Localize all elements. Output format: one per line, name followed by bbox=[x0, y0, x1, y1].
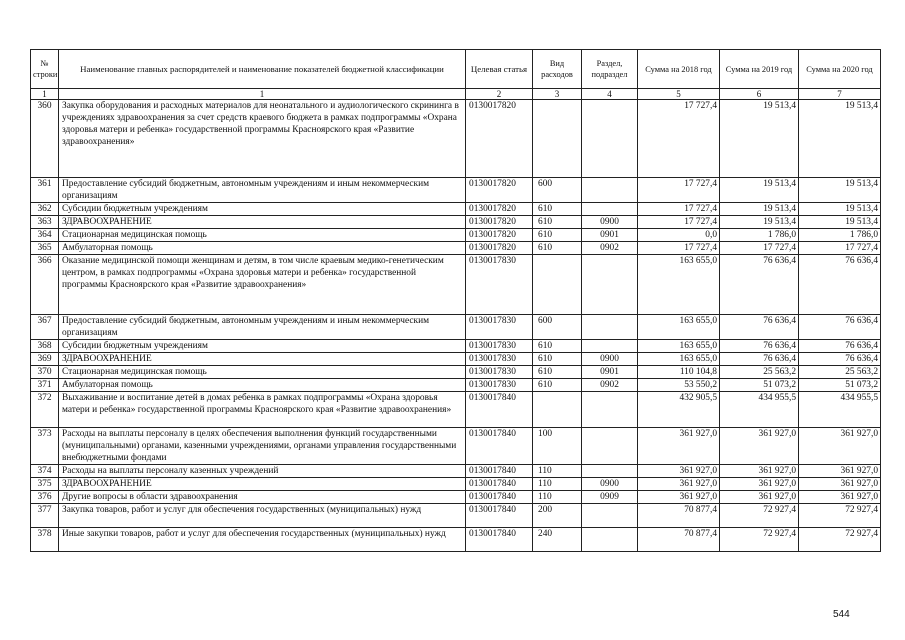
row-section bbox=[582, 392, 638, 428]
row-target-code: 0130017830 bbox=[466, 315, 533, 340]
row-sum-2020: 76 636,4 bbox=[799, 340, 881, 353]
row-section bbox=[582, 203, 638, 216]
row-sum-2020: 1 786,0 bbox=[799, 229, 881, 242]
row-target-code: 0130017830 bbox=[466, 340, 533, 353]
column-number: 3 bbox=[533, 89, 582, 100]
row-number: 378 bbox=[31, 528, 59, 552]
column-number: 2 bbox=[466, 89, 533, 100]
header-sum-2019: Сумма на 2019 год bbox=[720, 50, 799, 89]
table-row bbox=[31, 465, 881, 478]
row-number: 371 bbox=[31, 379, 59, 392]
table-row bbox=[31, 392, 881, 428]
row-target-code: 0130017820 bbox=[466, 229, 533, 242]
row-name: Амбулаторная помощь bbox=[59, 242, 466, 255]
row-target-code: 0130017840 bbox=[466, 465, 533, 478]
row-sum-2020: 19 513,4 bbox=[799, 100, 881, 178]
row-name: ЗДРАВООХРАНЕНИЕ bbox=[59, 353, 466, 366]
row-expense-type: 610 bbox=[533, 203, 582, 216]
row-section: 0901 bbox=[582, 229, 638, 242]
row-expense-type bbox=[533, 100, 582, 178]
row-expense-type: 110 bbox=[533, 491, 582, 504]
row-target-code: 0130017840 bbox=[466, 491, 533, 504]
row-name: Субсидии бюджетным учреждениям bbox=[59, 340, 466, 353]
table-header-row bbox=[31, 50, 881, 89]
row-name: ЗДРАВООХРАНЕНИЕ bbox=[59, 478, 466, 491]
row-name: Оказание медицинской помощи женщинам и детям, в том числе краевым медико-генетическим центром, в рамках подпрограммы «Охрана здоровья матери и ребенка» государственной программы Красноярского края «Развитие здравоохранения» bbox=[59, 255, 466, 315]
row-sum-2020: 361 927,0 bbox=[799, 491, 881, 504]
row-sum-2019: 361 927,0 bbox=[720, 478, 799, 491]
header-target-code: Целевая статья bbox=[466, 50, 533, 89]
row-target-code: 0130017840 bbox=[466, 428, 533, 465]
row-section: 0900 bbox=[582, 478, 638, 491]
row-sum-2020: 361 927,0 bbox=[799, 478, 881, 491]
row-expense-type: 610 bbox=[533, 216, 582, 229]
row-expense-type: 240 bbox=[533, 528, 582, 552]
row-number: 377 bbox=[31, 504, 59, 528]
table-row bbox=[31, 504, 881, 528]
row-sum-2018: 17 727,4 bbox=[638, 242, 720, 255]
table-row bbox=[31, 428, 881, 465]
row-sum-2019: 17 727,4 bbox=[720, 242, 799, 255]
row-sum-2018: 361 927,0 bbox=[638, 428, 720, 465]
row-sum-2019: 361 927,0 bbox=[720, 428, 799, 465]
row-target-code: 0130017830 bbox=[466, 366, 533, 379]
row-name: Закупка товаров, работ и услуг для обеспечения государственных (муниципальных) нужд bbox=[59, 504, 466, 528]
row-sum-2018: 361 927,0 bbox=[638, 491, 720, 504]
row-sum-2018: 17 727,4 bbox=[638, 178, 720, 203]
row-sum-2020: 361 927,0 bbox=[799, 428, 881, 465]
row-section: 0900 bbox=[582, 353, 638, 366]
row-target-code: 0130017840 bbox=[466, 504, 533, 528]
column-number: 5 bbox=[638, 89, 720, 100]
row-target-code: 0130017830 bbox=[466, 353, 533, 366]
row-sum-2020: 76 636,4 bbox=[799, 255, 881, 315]
row-sum-2020: 72 927,4 bbox=[799, 528, 881, 552]
row-number: 368 bbox=[31, 340, 59, 353]
row-sum-2018: 17 727,4 bbox=[638, 100, 720, 178]
row-number: 364 bbox=[31, 229, 59, 242]
row-name: Иные закупки товаров, работ и услуг для обеспечения государственных (муниципальных) нужд bbox=[59, 528, 466, 552]
row-sum-2018: 163 655,0 bbox=[638, 315, 720, 340]
row-name: Другие вопросы в области здравоохранения bbox=[59, 491, 466, 504]
header-section: Раздел, подраздел bbox=[582, 50, 638, 89]
row-section bbox=[582, 315, 638, 340]
row-section bbox=[582, 528, 638, 552]
row-sum-2018: 0,0 bbox=[638, 229, 720, 242]
row-section: 0900 bbox=[582, 216, 638, 229]
row-sum-2019: 361 927,0 bbox=[720, 465, 799, 478]
row-sum-2020: 19 513,4 bbox=[799, 216, 881, 229]
row-sum-2019: 434 955,5 bbox=[720, 392, 799, 428]
row-name: Стационарная медицинская помощь bbox=[59, 229, 466, 242]
row-number: 376 bbox=[31, 491, 59, 504]
row-sum-2018: 70 877,4 bbox=[638, 528, 720, 552]
row-sum-2019: 19 513,4 bbox=[720, 216, 799, 229]
row-number: 366 bbox=[31, 255, 59, 315]
row-name: Субсидии бюджетным учреждениям bbox=[59, 203, 466, 216]
row-sum-2019: 25 563,2 bbox=[720, 366, 799, 379]
row-name: ЗДРАВООХРАНЕНИЕ bbox=[59, 216, 466, 229]
table-row bbox=[31, 178, 881, 203]
row-sum-2018: 110 104,8 bbox=[638, 366, 720, 379]
table-row bbox=[31, 366, 881, 379]
column-number: 1 bbox=[59, 89, 466, 100]
row-section: 0902 bbox=[582, 242, 638, 255]
table-row bbox=[31, 100, 881, 178]
row-sum-2018: 53 550,2 bbox=[638, 379, 720, 392]
row-sum-2019: 76 636,4 bbox=[720, 340, 799, 353]
row-sum-2018: 163 655,0 bbox=[638, 340, 720, 353]
table-row bbox=[31, 478, 881, 491]
row-target-code: 0130017820 bbox=[466, 100, 533, 178]
row-number: 363 bbox=[31, 216, 59, 229]
column-number: 6 bbox=[720, 89, 799, 100]
row-sum-2020: 51 073,2 bbox=[799, 379, 881, 392]
row-sum-2018: 163 655,0 bbox=[638, 353, 720, 366]
row-sum-2019: 51 073,2 bbox=[720, 379, 799, 392]
row-sum-2019: 76 636,4 bbox=[720, 353, 799, 366]
row-name: Амбулаторная помощь bbox=[59, 379, 466, 392]
budget-table bbox=[30, 49, 881, 552]
row-sum-2020: 434 955,5 bbox=[799, 392, 881, 428]
row-expense-type: 110 bbox=[533, 478, 582, 491]
row-name: Расходы на выплаты персоналу казенных учреждений bbox=[59, 465, 466, 478]
row-sum-2019: 19 513,4 bbox=[720, 203, 799, 216]
row-number: 370 bbox=[31, 366, 59, 379]
row-number: 369 bbox=[31, 353, 59, 366]
row-sum-2020: 19 513,4 bbox=[799, 203, 881, 216]
table-row bbox=[31, 528, 881, 552]
row-target-code: 0130017840 bbox=[466, 478, 533, 491]
row-sum-2020: 19 513,4 bbox=[799, 178, 881, 203]
row-target-code: 0130017820 bbox=[466, 242, 533, 255]
row-sum-2019: 19 513,4 bbox=[720, 100, 799, 178]
column-number-row bbox=[31, 89, 881, 100]
row-section bbox=[582, 178, 638, 203]
row-expense-type: 610 bbox=[533, 366, 582, 379]
row-sum-2020: 17 727,4 bbox=[799, 242, 881, 255]
row-name: Стационарная медицинская помощь bbox=[59, 366, 466, 379]
row-expense-type: 610 bbox=[533, 229, 582, 242]
row-section: 0902 bbox=[582, 379, 638, 392]
row-sum-2019: 76 636,4 bbox=[720, 315, 799, 340]
row-name: Закупка оборудования и расходных материалов для неонатального и аудиологического скрининга в учреждениях здравоохранения за счет средств краевого бюджета в рамках подпрограммы «Охрана здоровья матери и ребенка» государственной программы Красноярского края «Развитие здравоохранения» bbox=[59, 100, 466, 178]
row-expense-type: 610 bbox=[533, 242, 582, 255]
row-sum-2018: 432 905,5 bbox=[638, 392, 720, 428]
row-expense-type: 610 bbox=[533, 340, 582, 353]
row-section: 0901 bbox=[582, 366, 638, 379]
row-section bbox=[582, 504, 638, 528]
table-row bbox=[31, 216, 881, 229]
row-number: 373 bbox=[31, 428, 59, 465]
row-section bbox=[582, 428, 638, 465]
table-row bbox=[31, 229, 881, 242]
row-sum-2019: 361 927,0 bbox=[720, 491, 799, 504]
row-sum-2020: 76 636,4 bbox=[799, 315, 881, 340]
page-number: 544 bbox=[833, 609, 850, 620]
row-target-code: 0130017830 bbox=[466, 379, 533, 392]
row-number: 374 bbox=[31, 465, 59, 478]
header-row-number: № строки bbox=[31, 50, 59, 89]
row-expense-type: 100 bbox=[533, 428, 582, 465]
row-sum-2018: 70 877,4 bbox=[638, 504, 720, 528]
row-name: Расходы на выплаты персоналу в целях обеспечения выполнения функций государственными (муниципальными) органами, казенными учреждениями, органами управления государственными внебюджетными фондами bbox=[59, 428, 466, 465]
row-section bbox=[582, 340, 638, 353]
column-number: 4 bbox=[582, 89, 638, 100]
row-sum-2019: 1 786,0 bbox=[720, 229, 799, 242]
row-expense-type: 200 bbox=[533, 504, 582, 528]
row-expense-type bbox=[533, 392, 582, 428]
table-row bbox=[31, 340, 881, 353]
row-number: 375 bbox=[31, 478, 59, 491]
table-row bbox=[31, 379, 881, 392]
header-name: Наименование главных распорядителей и наименование показателей бюджетной классификации bbox=[59, 50, 466, 89]
row-target-code: 0130017820 bbox=[466, 203, 533, 216]
table-row bbox=[31, 242, 881, 255]
row-sum-2019: 72 927,4 bbox=[720, 504, 799, 528]
table-row bbox=[31, 203, 881, 216]
row-expense-type: 600 bbox=[533, 315, 582, 340]
row-number: 372 bbox=[31, 392, 59, 428]
row-target-code: 0130017840 bbox=[466, 392, 533, 428]
row-number: 365 bbox=[31, 242, 59, 255]
row-expense-type bbox=[533, 255, 582, 315]
column-number: 1 bbox=[31, 89, 59, 100]
row-number: 367 bbox=[31, 315, 59, 340]
row-name: Предоставление субсидий бюджетным, автономным учреждениям и иным некоммерческим организациям bbox=[59, 178, 466, 203]
row-section bbox=[582, 100, 638, 178]
row-name: Выхаживание и воспитание детей в домах ребенка в рамках подпрограммы «Охрана здоровья матери и ребенка» государственной программы Красноярского края «Развитие здравоохранения» bbox=[59, 392, 466, 428]
header-expense-type: Вид расходов bbox=[533, 50, 582, 89]
row-expense-type: 610 bbox=[533, 379, 582, 392]
row-sum-2020: 25 563,2 bbox=[799, 366, 881, 379]
row-target-code: 0130017830 bbox=[466, 255, 533, 315]
row-target-code: 0130017820 bbox=[466, 178, 533, 203]
row-section bbox=[582, 255, 638, 315]
row-target-code: 0130017840 bbox=[466, 528, 533, 552]
table-row bbox=[31, 491, 881, 504]
row-sum-2020: 361 927,0 bbox=[799, 465, 881, 478]
table-row bbox=[31, 353, 881, 366]
header-sum-2018: Сумма на 2018 год bbox=[638, 50, 720, 89]
row-expense-type: 610 bbox=[533, 353, 582, 366]
row-sum-2020: 72 927,4 bbox=[799, 504, 881, 528]
row-sum-2019: 76 636,4 bbox=[720, 255, 799, 315]
header-sum-2020: Сумма на 2020 год bbox=[799, 50, 881, 89]
row-sum-2018: 361 927,0 bbox=[638, 465, 720, 478]
column-number: 7 bbox=[799, 89, 881, 100]
row-sum-2018: 17 727,4 bbox=[638, 203, 720, 216]
budget-table-sheet bbox=[30, 49, 880, 552]
row-sum-2020: 76 636,4 bbox=[799, 353, 881, 366]
row-number: 361 bbox=[31, 178, 59, 203]
row-sum-2018: 17 727,4 bbox=[638, 216, 720, 229]
table-row bbox=[31, 255, 881, 315]
row-sum-2018: 361 927,0 bbox=[638, 478, 720, 491]
row-expense-type: 110 bbox=[533, 465, 582, 478]
row-target-code: 0130017820 bbox=[466, 216, 533, 229]
row-number: 360 bbox=[31, 100, 59, 178]
row-number: 362 bbox=[31, 203, 59, 216]
row-expense-type: 600 bbox=[533, 178, 582, 203]
row-section: 0909 bbox=[582, 491, 638, 504]
row-name: Предоставление субсидий бюджетным, автономным учреждениям и иным некоммерческим организациям bbox=[59, 315, 466, 340]
row-sum-2019: 72 927,4 bbox=[720, 528, 799, 552]
row-section bbox=[582, 465, 638, 478]
row-sum-2018: 163 655,0 bbox=[638, 255, 720, 315]
row-sum-2019: 19 513,4 bbox=[720, 178, 799, 203]
table-row bbox=[31, 315, 881, 340]
